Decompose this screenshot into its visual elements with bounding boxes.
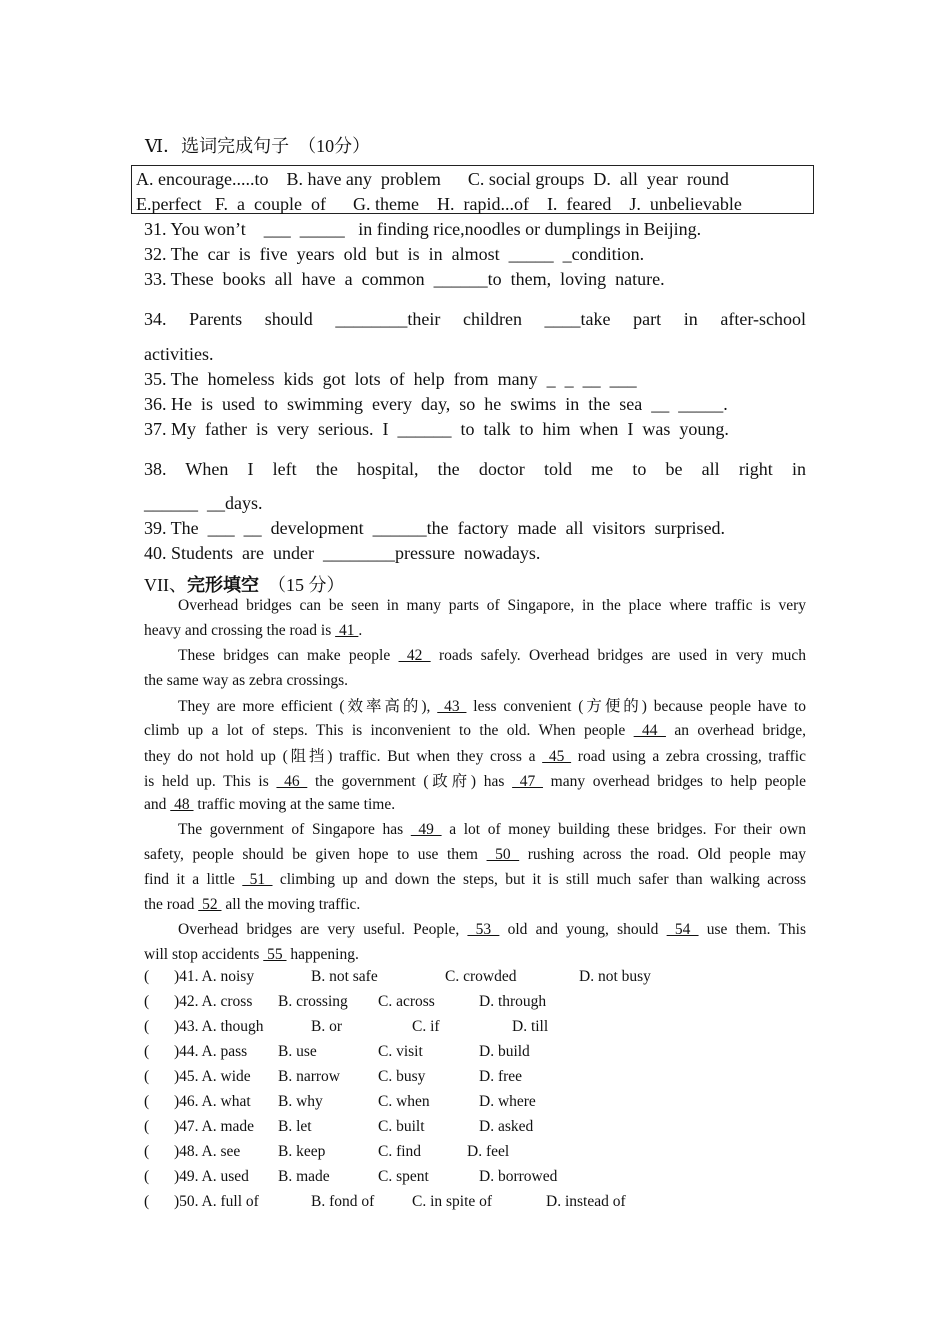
passage-line-15: will stop accidents 55 happening.	[144, 946, 359, 963]
blank-46: 46	[276, 773, 308, 790]
question-37: 37. My father is very serious. I ______ to talk to him when I was young.	[144, 419, 729, 439]
passage-line-9: and 48 traffic moving at the same time.	[144, 796, 396, 813]
blank-54: 54	[666, 921, 699, 938]
section-7-name: 完形填空	[187, 575, 259, 595]
blank-45: 45	[542, 748, 572, 765]
blank-53: 53	[467, 921, 500, 938]
blank-43: 43	[437, 698, 467, 715]
question-36: 36. He is used to swimming every day, so he swims in the sea __ _____.	[144, 394, 728, 414]
question-34: 34. Parents should ________their children ____take part in after-school	[144, 309, 806, 329]
passage-line-1: Overhead bridges can be seen in many parts of Singapore, in the place where traffic is very	[178, 597, 806, 614]
blank-51: 51	[242, 871, 273, 888]
question-40: 40. Students are under ________pressure nowadays.	[144, 543, 541, 563]
passage-line-14: Overhead bridges are very useful. People, 53 old and young, should 54 use them. This	[178, 921, 807, 938]
word-options-row-1: A. encourage.....to B. have any problem C. social groups D. all year round	[136, 169, 729, 189]
question-32: 32. The car is five years old but is in almost _____ _condition.	[144, 244, 645, 264]
blank-55: 55	[263, 946, 287, 963]
section-6-title: Ⅵ．选词完成句子 （10分）	[145, 136, 371, 156]
word-options-row-2: E.perfect F. a couple of G. theme H. rapid...of I. feared J. unbelievable	[136, 194, 742, 214]
passage-line-12: find it a little 51 climbing up and down the steps, but it is still much safer than walking across	[144, 871, 807, 888]
section-7-score: （15 分）	[259, 575, 345, 595]
question-38-continued: ______ __days.	[144, 493, 263, 513]
passage-line-3: These bridges can make people 42 roads safely. Overhead bridges are used in very much	[178, 647, 807, 664]
question-34-continued: activities.	[144, 344, 214, 364]
blank-50: 50	[486, 846, 520, 863]
passage-line-10: The government of Singapore has 49 a lot of money building these bridges. For their own	[178, 821, 807, 838]
question-39: 39. The ___ __ development ______the factory made all visitors surprised.	[144, 518, 726, 538]
exam-page: Ⅵ．选词完成句子 （10分） A. encourage.....to B. have any problem C. social groups D. all year round E.perfect F. a couple of G. theme H. rapid...of I. feared J. unbelievable 31. You won’t ___ _____ in finding rice,noodles or dumplings in Beijing. 32. The car is five years old but is in almost _____ _condition. 33. These books all have a common ______to them, loving nature. 34. Parents should ________their children ____take part in after-school activities. 35. The homeless kids got lots of help from many _ _ __ ___ 36. He is used to swimming every day, so he swims in the sea __ _____. 37. My father is very serious. I ______ to talk to him when I was young. 38. When I left the hospital, the doctor told me to be all right in ______ __days. 39. The ___ __ development ______the factory made all visitors surprised. 40. Students are under ________pressure nowadays. VII、完形填空 （15 分） Overhead bridges can be seen in many parts of Singapore, in the place where traffic is very heavy and crossing the road is 41 . These bridges can make people 42 roads safely. Overhead bridges are used in very much the same way as zebra crossings. They are more efficient (效率高的), 43 less convenient (方便的) because people have to climb up a lot of steps. This is inconvenient to the old. When people 44 an overhead bridge, they do not hold up (阻挡) traffic. But when they cross a 45 road using a zebra crossing, traffic is held up. This is 46 the government (政府) has 47 many overhead bridges to help people and 48 traffic moving at the same time. The government of Singapore has 49 a lot of money building these bridges. For their own safety, people should be given hope to use them 50 rushing across the road. Old people may find it a little 51 climbing up and down the steps, but it is still much safer than walking across the road 52 all the moving traffic. Overhead bridges are very useful. People, 53 old and young, should 54 use them. This will stop accidents 55 happening. ( )41. A. noisy B. not safe C. crowded D. not busy ( )42. A. cross B. crossing C. across D. through ( )43. A. though B. or C. if D. till ( )44. A. pass B. use C. visit D. build ( )45. A. wide B. narrow C. busy D. free ( )46. A. what B. why C. when D. where ( )47. A. made B. let C. built D. asked ( )48. A. see B. keep C. find D. feel ( )49. A. used B. made C. spent D. borrowed ( )50. A. full of B. fond of C. in spite of D. instead of	[0, 0, 950, 1344]
passage-line-6: climb up a lot of steps. This is inconvenient to the old. When people 44 an overhead bridge,	[144, 722, 807, 739]
passage-line-13: the road 52 all the moving traffic.	[144, 896, 361, 913]
blank-44: 44	[633, 722, 666, 739]
section-7-roman: VII、	[144, 575, 187, 595]
question-35: 35. The homeless kids got lots of help from many _ _ __ ___	[144, 369, 637, 389]
passage-line-11: safety, people should be given hope to use them 50 rushing across the road. Old people may	[144, 846, 807, 863]
blank-42: 42	[398, 647, 431, 664]
passage-line-4: the same way as zebra crossings.	[144, 672, 349, 689]
passage-line-7: they do not hold up (阻挡) traffic. But when they cross a 45 road using a zebra crossing, traffic	[144, 748, 806, 765]
blank-52: 52	[198, 896, 222, 913]
question-33: 33. These books all have a common ______to them, loving nature.	[144, 269, 665, 289]
passage-line-2: heavy and crossing the road is 41 .	[144, 622, 363, 639]
passage-line-8: is held up. This is 46 the government (政府) has 47 many overhead bridges to help people	[144, 773, 807, 790]
blank-49: 49	[410, 821, 442, 838]
question-38: 38. When I left the hospital, the doctor told me to be all right in	[144, 459, 806, 479]
blank-41: 41	[335, 622, 359, 639]
question-31: 31. You won’t ___ _____ in finding rice,noodles or dumplings in Beijing.	[144, 219, 702, 239]
passage-line-5: They are more efficient (效率高的), 43 less convenient (方便的) because people have to	[178, 698, 807, 715]
blank-47: 47	[512, 773, 543, 790]
blank-48: 48	[170, 796, 194, 813]
